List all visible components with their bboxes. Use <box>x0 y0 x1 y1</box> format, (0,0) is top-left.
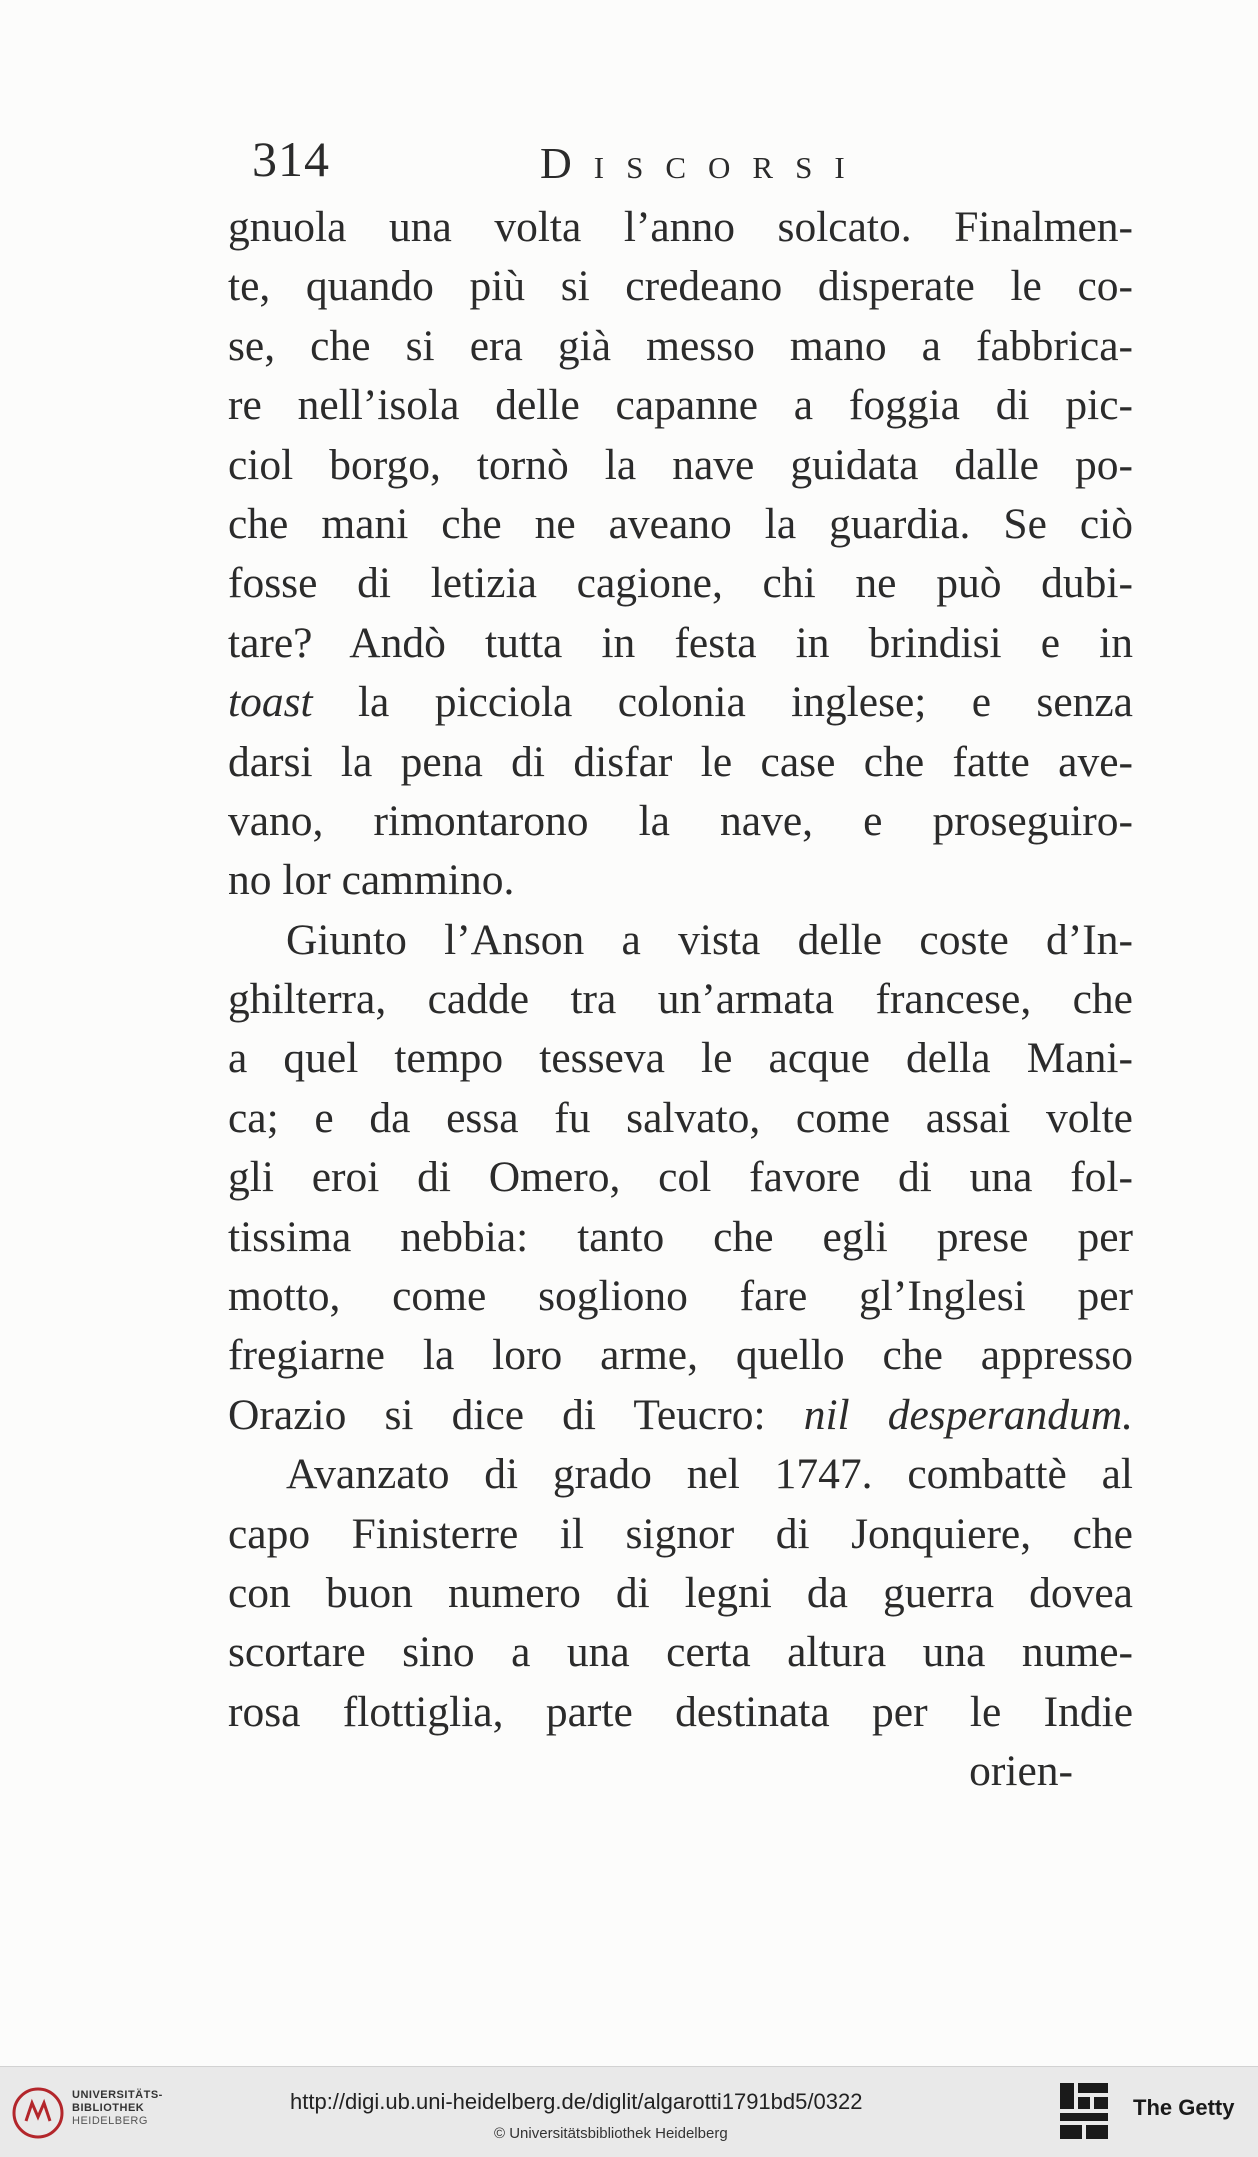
text-line: gnuola una volta l’anno solcato. Finalmen- <box>228 203 1133 251</box>
text-line: tissima nebbia: tanto che egli prese per <box>228 1212 1133 1261</box>
getty-logo-icon <box>1058 2081 1110 2141</box>
text-line: scortare sino a una certa altura una nume- <box>228 1628 1133 1677</box>
text-line: te, quando più si credeano disperate le co- <box>228 262 1133 311</box>
text-line: rosa flottiglia, parte destinata per le Indie <box>228 1687 1133 1736</box>
text-line: fregiarne la loro arme, quello che appresso <box>228 1331 1133 1380</box>
text-line: capo Finisterre il signor di Jonquiere, che <box>228 1509 1133 1558</box>
text-line: tare? Andò tutta in festa in brindisi e in <box>228 618 1133 667</box>
permalink-url[interactable]: http://digi.ub.uni-heidelberg.de/diglit/algarotti1791bd5/0322 <box>290 2089 863 2114</box>
text-line: Avanzato di grado nel 1747. combattè al <box>286 1450 1133 1499</box>
text-line: ciol borgo, tornò la nave guidata dalle po- <box>228 440 1133 489</box>
text-line: vano, rimontarono la nave, e proseguiro- <box>228 796 1133 845</box>
text-line: ca; e da essa fu salvato, come assai volte <box>228 1093 1133 1142</box>
catchword: orien- <box>969 1747 1073 1796</box>
text-line: che mani che ne aveano la guardia. Se ciò <box>228 499 1133 548</box>
text-line: no lor cammino. <box>228 856 515 905</box>
text-line: motto, come sogliono fare gl’Inglesi per <box>228 1272 1133 1321</box>
text-line: con buon numero di legni da guerra dovea <box>228 1568 1133 1617</box>
university-seal-icon <box>12 2087 64 2139</box>
copyright-notice: © Universitätsbibliothek Heidelberg <box>494 2125 728 2142</box>
text-line: ghilterra, cadde tra un’armata francese, che <box>228 975 1133 1024</box>
text-line: darsi la pena di disfar le case che fatte ave- <box>228 737 1133 786</box>
partner-name: The Getty <box>1133 2095 1235 2120</box>
text-line: a quel tempo tesseva le acque della Mani- <box>228 1034 1133 1083</box>
text-line: gli eroi di Omero, col favore di una fol- <box>228 1153 1133 1202</box>
running-head <box>0 130 1258 200</box>
running-title: Discorsi <box>540 139 867 188</box>
text-line: Orazio si dice di Teucro: nil desperandum. <box>228 1390 1133 1439</box>
page-number: 314 <box>252 131 330 187</box>
footer-bar <box>0 2066 1258 2157</box>
text-line: Giunto l’Anson a vista delle coste d’In- <box>286 915 1133 964</box>
body-text <box>228 198 1133 1802</box>
text-line: se, che si era già messo mano a fabbrica- <box>228 321 1133 370</box>
library-name: UNIVERSITÄTS- BIBLIOTHEK HEIDELBERG <box>72 2089 163 2127</box>
text-line: re nell’isola delle capanne a foggia di pic- <box>228 381 1133 430</box>
text-line: toast la picciola colonia inglese; e senza <box>228 678 1133 727</box>
text-line: fosse di letizia cagione, chi ne può dubi- <box>228 559 1133 608</box>
